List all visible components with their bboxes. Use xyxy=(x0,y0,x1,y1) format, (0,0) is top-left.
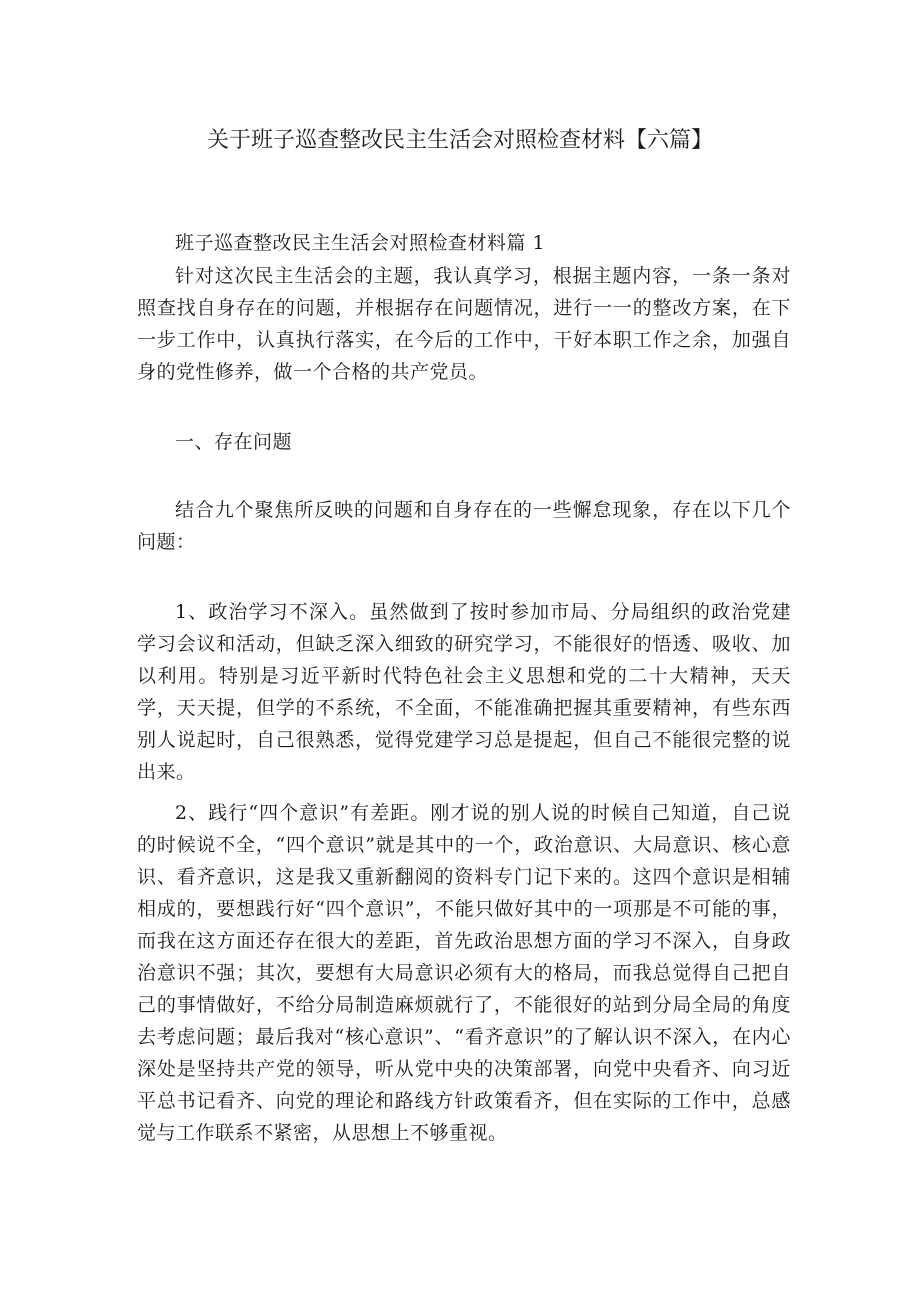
item-1-paragraph: 1、政治学习不深入。虽然做到了按时参加市局、分局组织的政治党建学习会议和活动，但缺乏深入细致的研究学习，不能很好的悟透、吸收、加以利用。特别是习近平新时代特色社会主义思想和党的二十大精神，天天学，天天提，但学的不系统，不全面，不能准确把握其重要精神，有些东西别人说起时，自己很熟悉，觉得党建学习总是提起，但自己不能很完整的说出来。 xyxy=(137,601,791,783)
document-title: 关于班子巡查整改民主生活会对照检查材料【六篇】 xyxy=(206,128,713,153)
intro-paragraph: 针对这次民主生活会的主题，我认真学习，根据主题内容，一条一条对照查找自身存在的问题，并根据存在问题情况，进行一一的整改方案，在下一步工作中，认真执行落实，在今后的工作中，干好本职工作之余，加强自身的党性修养，做一个合格的共产党员。 xyxy=(137,265,791,383)
part-one-heading: 一、存在问题 xyxy=(175,431,293,453)
section-heading: 班子巡查整改民主生活会对照检查材料篇 1 xyxy=(175,232,546,254)
overview-paragraph: 结合九个聚焦所反映的问题和自身存在的一些懈怠现象，存在以下几个问题： xyxy=(137,499,791,553)
item-2-paragraph: 2、践行“四个意识”有差距。刚才说的别人说的时候自己知道，自己说的时候说不全，“四个意识”就是其中的一个，政治意识、大局意识、核心意识、看齐意识，这是我又重新翻阅的资料专门记下来的。这四个意识是相辅相成的，要想践行好“四个意识”，不能只做好其中的一项那是不可能的事，而我在这方面还存在很大的差距，首先政治思想方面的学习不深入，自身政治意识不强；其次，要想有大局意识必须有大的格局，而我总觉得自己把自己的事情做好，不给分局制造麻烦就行了，不能很好的站到分局全局的角度去考虑问题；最后我对“核心意识”、“看齐意识”的了解认识不深入，在内心深处是坚持共产党的领导，听从党中央的决策部署，向党中央看齐、向习近平总书记看齐、向党的理论和路线方针政策看齐，但在实际的工作中，总感觉与工作联系不紧密，从思想上不够重视。 xyxy=(137,802,791,1144)
